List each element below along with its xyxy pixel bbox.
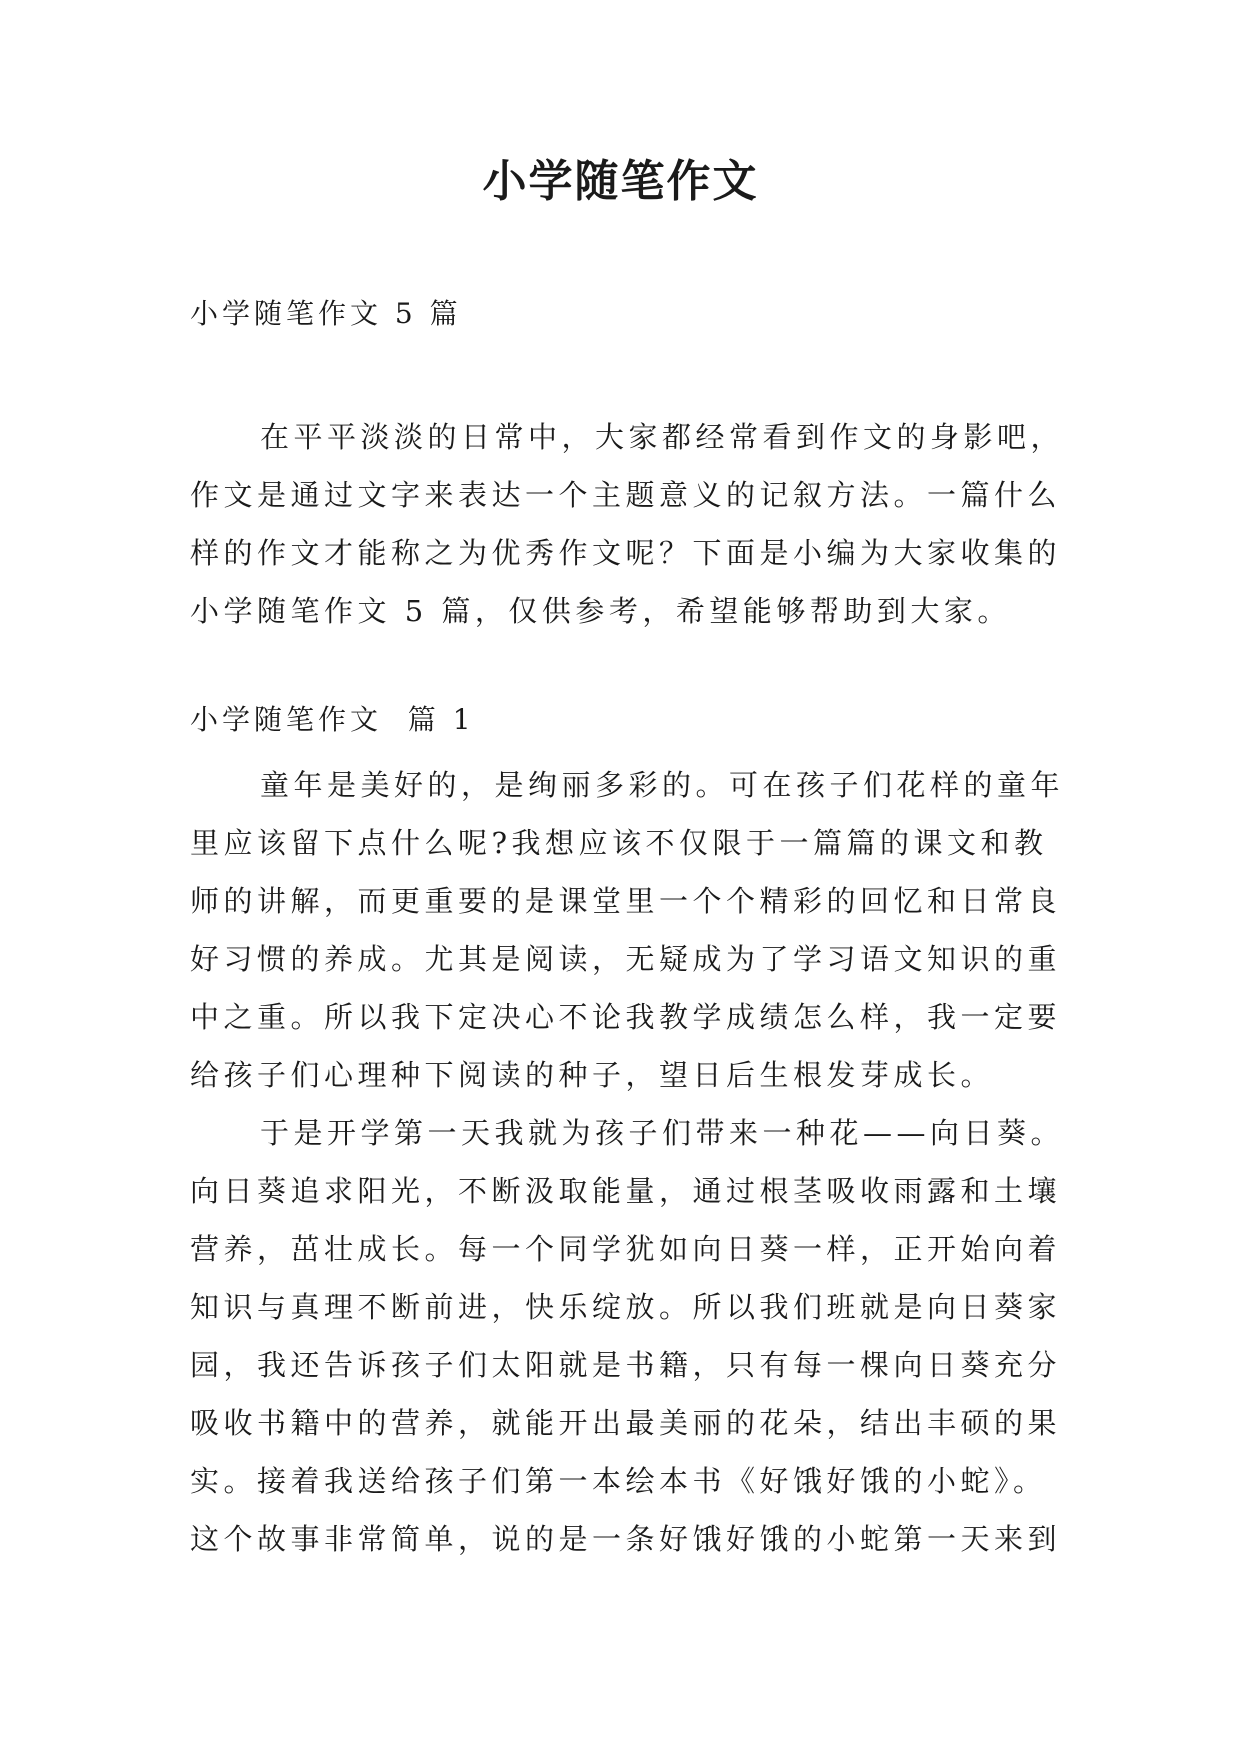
- body-paragraph-1: 童年是美好的，是绚丽多彩的。可在孩子们花样的童年里应该留下点什么呢?我想应该不仅限于一篇篇的课文和教师的讲解，而更重要的是课堂里一个个精彩的回忆和日常良好习惯的养成。尤其是阅读，无疑成为了学习语文知识的重中之重。所以我下定决心不论我教学成绩怎么样，我一定要给孩子们心理种下阅读的种子，望日后生根发芽成长。: [190, 768, 1065, 1092]
- intro-paragraph: 在平平淡淡的日常中，大家都经常看到作文的身影吧，作文是通过文字来表达一个主题意义的记叙方法。一篇什么样的作文才能称之为优秀作文呢？下面是小编为大家收集的小学随笔作文 5 篇，仅供参考，希望能够帮助到大家。: [190, 420, 1065, 628]
- body-paragraph-2: 于是开学第一天我就为孩子们带来一种花——向日葵。向日葵追求阳光，不断汲取能量，通过根茎吸收雨露和土壤营养，茁壮成长。每一个同学犹如向日葵一样，正开始向着知识与真理不断前进，快乐绽放。所以我们班就是向日葵家园，我还告诉孩子们太阳就是书籍，只有每一棵向日葵充分吸收书籍中的营养，就能开出最美丽的花朵，结出丰硕的果实。接着我送给孩子们第一本绘本书《好饿好饿的小蛇》。这个故事非常简单，说的是一条好饿好饿的小蛇第一天来到: [190, 1116, 1065, 1556]
- document-subtitle: 小学随笔作文 5 篇: [190, 297, 462, 330]
- document-title: 小学随笔作文: [482, 156, 759, 207]
- section-heading: 小学随笔作文 篇 1: [190, 703, 475, 736]
